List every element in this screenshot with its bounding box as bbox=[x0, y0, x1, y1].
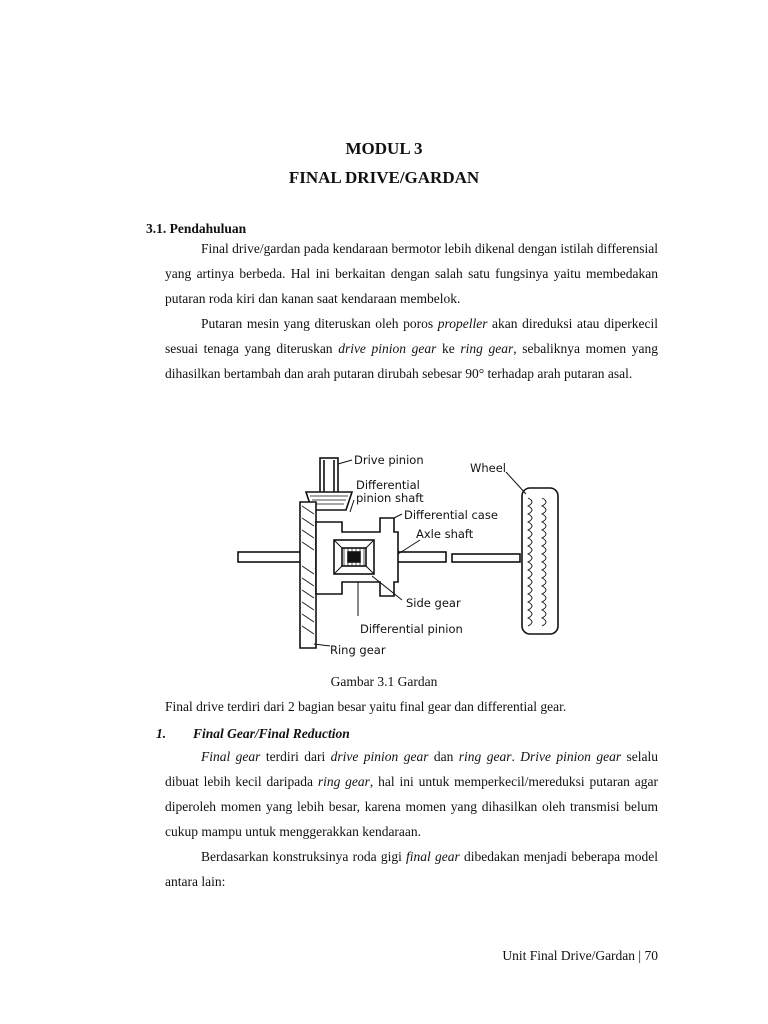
section-heading: 3.1. Pendahuluan bbox=[146, 221, 247, 236]
label-drive-pinion: Drive pinion bbox=[354, 453, 424, 467]
paragraph-4: Berdasarkan konstruksinya roda gigi final gear dibedakan menjadi beberapa model antara lain: bbox=[165, 849, 659, 889]
paragraph-3: Final gear terdiri dari drive pinion gear dan ring gear. Drive pinion gear selalu dibuat lebih kecil daripada ring gear, hal ini untuk memperkecil/mereduksi putaran agar diperoleh momen yang lebih besar, karena momen yang dihasilkan oleh transmisi belum cukup mampu untuk menggerakkan kendaraan. bbox=[165, 749, 659, 839]
label-diff-pinion-shaft-2: pinion shaft bbox=[356, 491, 424, 505]
label-ring-gear: Ring gear bbox=[330, 643, 386, 657]
chapter-title: FINAL DRIVE/GARDAN bbox=[288, 168, 480, 187]
label-side-gear: Side gear bbox=[406, 596, 461, 610]
label-axle-shaft: Axle shaft bbox=[416, 527, 474, 541]
figure-caption: Gambar 3.1 Gardan bbox=[330, 674, 438, 689]
gardan-diagram bbox=[230, 448, 570, 660]
module-title: MODUL 3 bbox=[345, 139, 423, 158]
intro-paragraphs bbox=[165, 236, 658, 386]
wheel bbox=[522, 488, 558, 634]
paragraph-2: Putaran mesin yang diteruskan oleh poros propeller akan direduksi atau diperkecil sesuai tenaga yang diteruskan drive pinion gear ke ring gear, sebaliknya momen yang dihasilkan bertambah dan arah putaran dirubah sebesar 90° terhadap arah putaran asal. bbox=[165, 316, 658, 381]
label-differential-pinion: Differential pinion bbox=[360, 622, 463, 636]
final-gear-paragraphs bbox=[165, 744, 658, 894]
drive-pinion-shaft bbox=[320, 458, 338, 494]
page-footer: Unit Final Drive/Gardan | 70 bbox=[502, 948, 658, 963]
list-number: 1. bbox=[156, 726, 167, 741]
label-diff-pinion-shaft-1: Differential bbox=[356, 478, 420, 492]
list-heading: Final Gear/Final Reduction bbox=[193, 726, 350, 741]
after-figure-text: Final drive terdiri dari 2 bagian besar yaitu final gear dan differential gear. bbox=[165, 699, 567, 714]
paragraph-1: Final drive/gardan pada kendaraan bermotor lebih dikenal dengan istilah differensial yang artinya berbeda. Hal ini berkaitan dengan salah satu fungsinya yaitu membedakan putaran roda kiri dan kanan saat kendaraan membelok. bbox=[165, 241, 658, 306]
label-differential-case: Differential case bbox=[404, 508, 498, 522]
axle-shaft-right bbox=[452, 554, 520, 562]
label-wheel: Wheel bbox=[470, 461, 507, 475]
